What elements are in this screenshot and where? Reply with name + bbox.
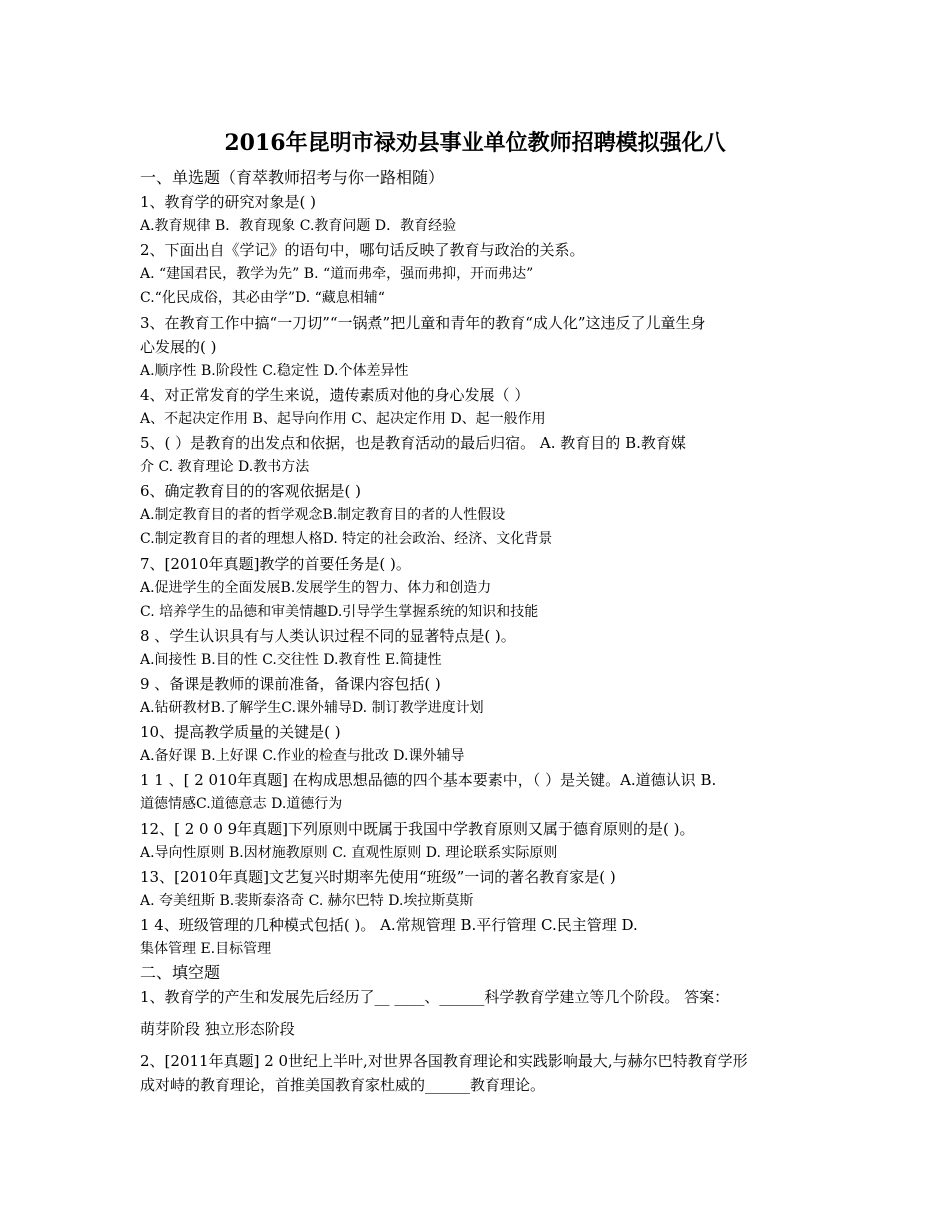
question-11: 1 1 、[ 2 010年真题] 在构成思想品德的四个基本要素中，（ ）是关键。‍A.道德认识 B.: [140, 771, 717, 790]
fill-question-2: 2、[2011年真题] 2 0世纪上半叶,对世界各国教育理论和实践影响最大,与赫尔巴特教育学形: [140, 1052, 748, 1071]
question-13: 13、[2010年真题]文艺复兴时期率先使用“班级”一词的著名教育家是( ): [140, 867, 616, 886]
fill-question-1-answer: 萌芽阶段 独立形态阶段: [140, 1020, 295, 1039]
question-3-continued: 心发展的( ): [140, 337, 217, 356]
question-9-options: A.钻研教材B.了解学生C.课外辅导D. 制订教学进度计划: [140, 700, 484, 717]
question-6: 6、确定教育目的的客观依据是( ): [140, 482, 362, 501]
question-13-options: A. 夸美纽斯 B.裴斯泰洛奇 C. 赫尔巴特 D.埃拉斯莫斯: [140, 892, 474, 909]
fill-question-2-continued: 成对峙的教育理论，首推美国教育家杜威的______教育理论。: [140, 1076, 546, 1095]
question-7: 7、[2010年真题]教学的首要任务是( )。: [140, 554, 411, 573]
question-12: 12、[ 2 0 0 9年真题]下列原则中既属于我国中学教育原则又属于德育原则的是( )。: [140, 819, 695, 838]
question-8-options: A.间接性 B.目的性 C.交往性 D.教育性 E.简捷性: [140, 651, 442, 668]
question-1: 1、教育学的研究对象是( ): [140, 193, 317, 212]
question-5-continued: 介 C. 教育理论 D.教书方法: [140, 459, 310, 476]
question-14-continued: 集体管理 E.目标管理: [140, 941, 272, 957]
document-body: [140, 166, 815, 1098]
section-heading-fill-in: 二、填空题: [140, 963, 221, 983]
question-8: 8 、学生认识具有与人类认识过程不同的显著特点是( )。: [140, 626, 516, 645]
document-title: 2016年昆明市禄劝县事业单位教师招聘模拟强化八: [224, 130, 726, 156]
question-6-options-c-d: C.制定教育目的者的理想人格D. 特定的社会政治、经济、文化背景: [140, 531, 553, 548]
section-heading-single-choice: 一、单选题（育萃教师招考与你一路相随）: [140, 168, 445, 187]
question-10: 10、提高教学质量的关键是( ): [140, 723, 341, 742]
question-3-options: A.顺序性 B.阶段性 C.稳定性 D.个体差异性: [140, 362, 409, 379]
question-2-options-c-d: C.“化民成俗，其必由学”D. “藏息相辅“: [140, 290, 385, 307]
question-6-options-a-b: A.制定教育目的者的哲学观念B.制定教育目的者的人性假设: [140, 507, 506, 524]
question-14: 1 4、班级管理的几种模式包括( )。 ‍A.常规管理 B.平行管理 C.民主管理 D.: [140, 915, 638, 934]
question-9: 9 、备课是教师的课前准备，备课内容包括( ): [140, 674, 441, 693]
question-12-options: A.导向性原则 B.因材施教原则 C. 直观性原则 D. 理论联系实际原则: [140, 844, 558, 861]
question-2-options-a-b: A. “建国君民，教学为先” B. “道而弗牵，强而弗抑，开而弗达”: [140, 266, 534, 283]
question-4-options: A、不起决定作用 B、起导向作用 C、起决定作用 D、起一般作用: [140, 410, 546, 427]
question-10-options: A.备好课 B.上好课 C.作业的检查与批改 D.课外辅导: [140, 748, 465, 765]
question-5: 5、( ）是教育的出发点和依据，也是教育活动的最后归宿。 ‍A. 教育目的 B.教育媒: [140, 434, 686, 453]
question-7-options-a-b: A.促进学生的全面发展B.发展学生的智力、体力和创造力: [140, 579, 492, 596]
question-3: 3、在教育工作中搞“一刀切”“一锅煮”把儿童和青年的教育“成人化”这违反了儿童生身: [140, 313, 706, 332]
question-7-options-c-d: C. 培养学生的品德和审美情趣D.引导学生掌握系统的知识和技能: [140, 603, 539, 620]
question-1-options: A.教育规律 B．教育现象 C.教育问题 D．教育经验: [140, 218, 457, 235]
question-4: 4、对正常发育的学生来说，遗传素质对他的身心发展（ ）: [140, 385, 530, 404]
fill-question-1: 1、教育学的产生和发展先后经历了__ ____、______科学教育学建立等几个阶段。 答案：: [140, 988, 730, 1007]
question-11-continued: 道德情感C.道德意志 D.道德行为: [140, 796, 343, 813]
question-2: 2、下面出自《学记》的语句中，哪句话反映了教育与政治的关系。: [140, 241, 585, 260]
